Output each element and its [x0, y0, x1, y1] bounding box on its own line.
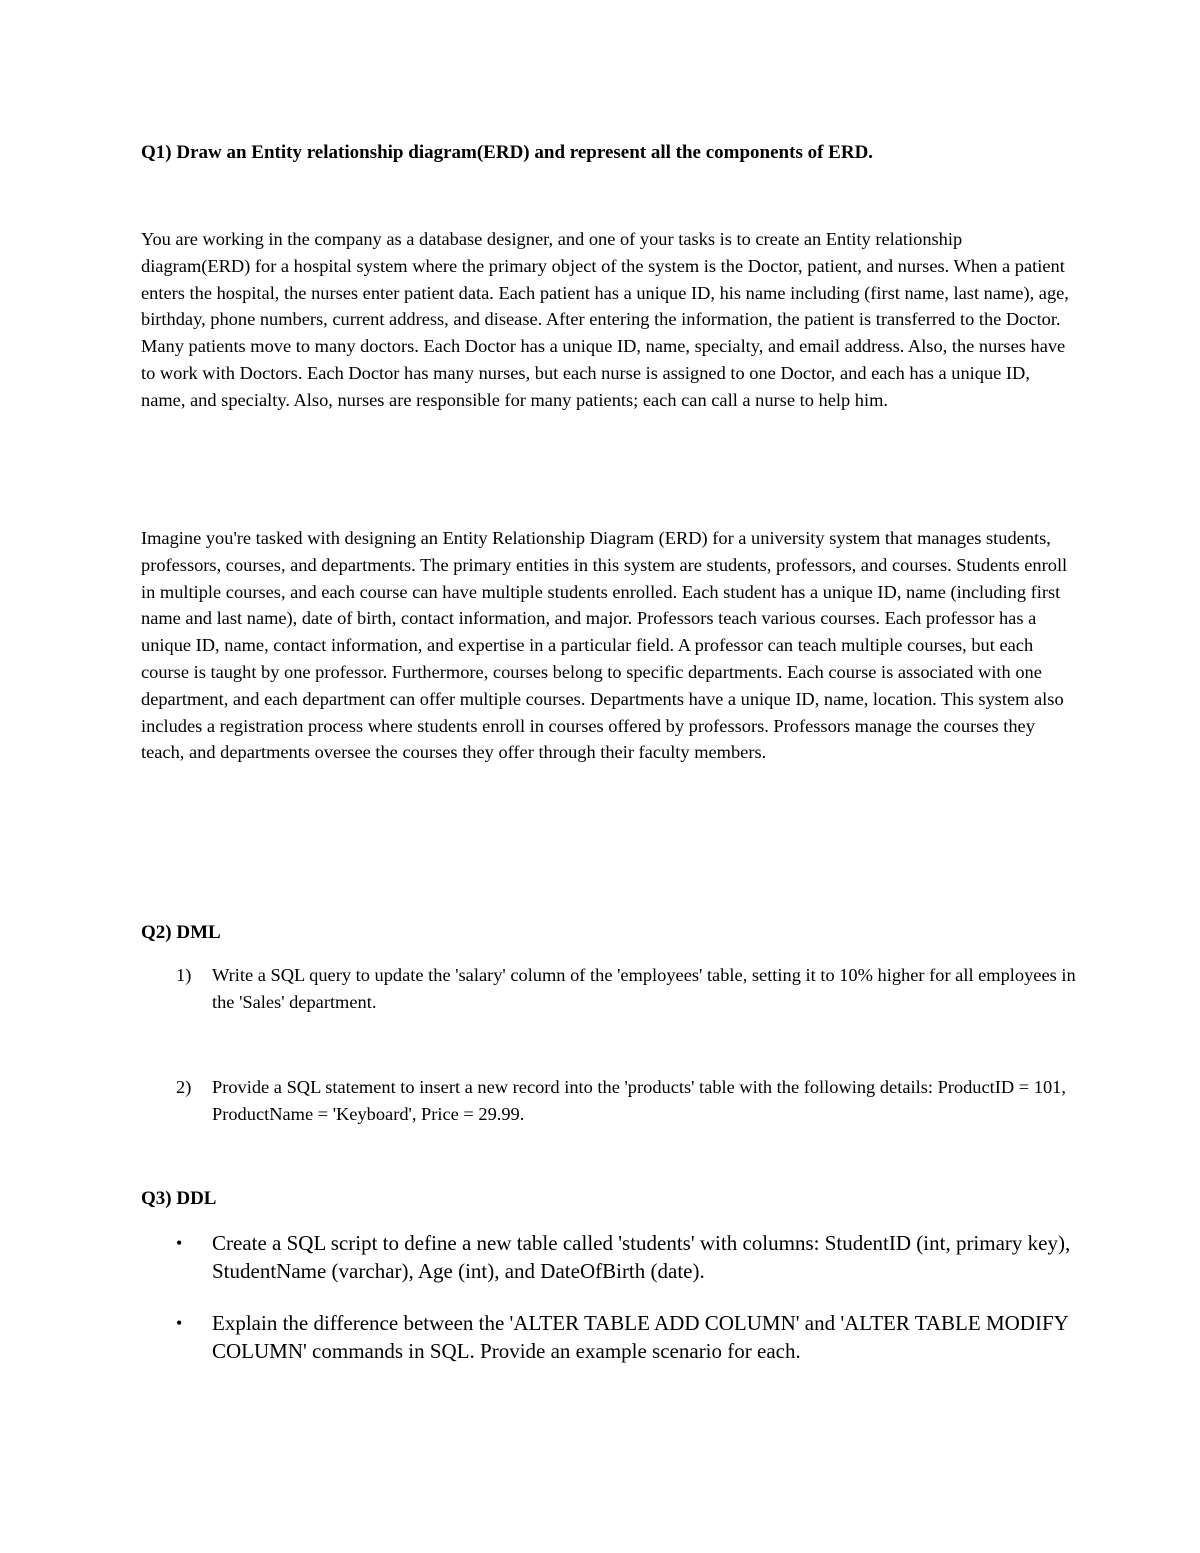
q1-paragraph-university: Imagine you're tasked with designing an Entity Relationship Diagram (ERD) for a university system that manages students, professors, courses, and departments. The primary entities in this system are students, professors, and courses. Students enroll in multiple courses, and each course can have multiple students enrolled. Each student has a unique ID, name (including first name and last name), date of birth, contact information, and major. Professors teach various courses. Each professor has a unique ID, name, contact information, and expertise in a particular field. A professor can teach multiple courses, but each course is taught by one professor. Furthermore, courses belong to specific departments. Each course is associated with one department, and each department can offer multiple courses. Departments have a unique ID, name, location. This system also includes a registration process where students enroll in courses offered by professors. Professors manage the courses they teach, and departments oversee the courses they offer through their faculty members. — [141, 528, 1068, 763]
list-item-text: Explain the difference between the 'ALTER TABLE ADD COLUMN' and 'ALTER TABLE MODIFY COLUMN' commands in SQL. Provide an example scenario for each. — [212, 1311, 1069, 1363]
q2-item-1 — [176, 962, 1076, 1016]
q1-heading: Q1) Draw an Entity relationship diagram(ERD) and represent all the components of ERD. — [141, 142, 874, 163]
q3-heading: Q3) DDL — [141, 1188, 217, 1209]
list-item-text: Provide a SQL statement to insert a new record into the 'products' table with the following details: ProductID = 101, ProductName = 'Keyboard', Price = 29.99. — [212, 1077, 1066, 1124]
list-item-text: Create a SQL script to define a new table called 'students' with columns: StudentID (int, primary key), StudentName (varchar), Age (int), and DateOfBirth (date). — [212, 1231, 1071, 1283]
q3-item-2 — [176, 1310, 1076, 1365]
bullet-icon: • — [176, 1233, 183, 1253]
list-number: 1) — [176, 965, 192, 985]
q3-item-1 — [176, 1230, 1076, 1285]
q2-heading: Q2) DML — [141, 922, 221, 943]
q1-paragraph-hospital: You are working in the company as a database designer, and one of your tasks is to create an Entity relationship diagram(ERD) for a hospital system where the primary object of the system is the Doctor, patient, and nurses. When a patient enters the hospital, the nurses enter patient data. Each patient has a unique ID, his name including (first name, last name), age, birthday, phone numbers, current address, and disease. After entering the information, the patient is transferred to the Doctor. Many patients move to many doctors. Each Doctor has a unique ID, name, specialty, and email address. Also, the nurses have to work with Doctors. Each Doctor has many nurses, but each nurse is assigned to one Doctor, and each has a unique ID, name, and specialty. Also, nurses are responsible for many patients; each can call a nurse to help him. — [141, 229, 1069, 410]
q2-item-2 — [176, 1074, 1076, 1128]
bullet-icon: • — [176, 1313, 183, 1333]
list-number: 2) — [176, 1077, 192, 1097]
list-item-text: Write a SQL query to update the 'salary' column of the 'employees' table, setting it to 10% higher for all employees in the 'Sales' department. — [212, 965, 1076, 1012]
